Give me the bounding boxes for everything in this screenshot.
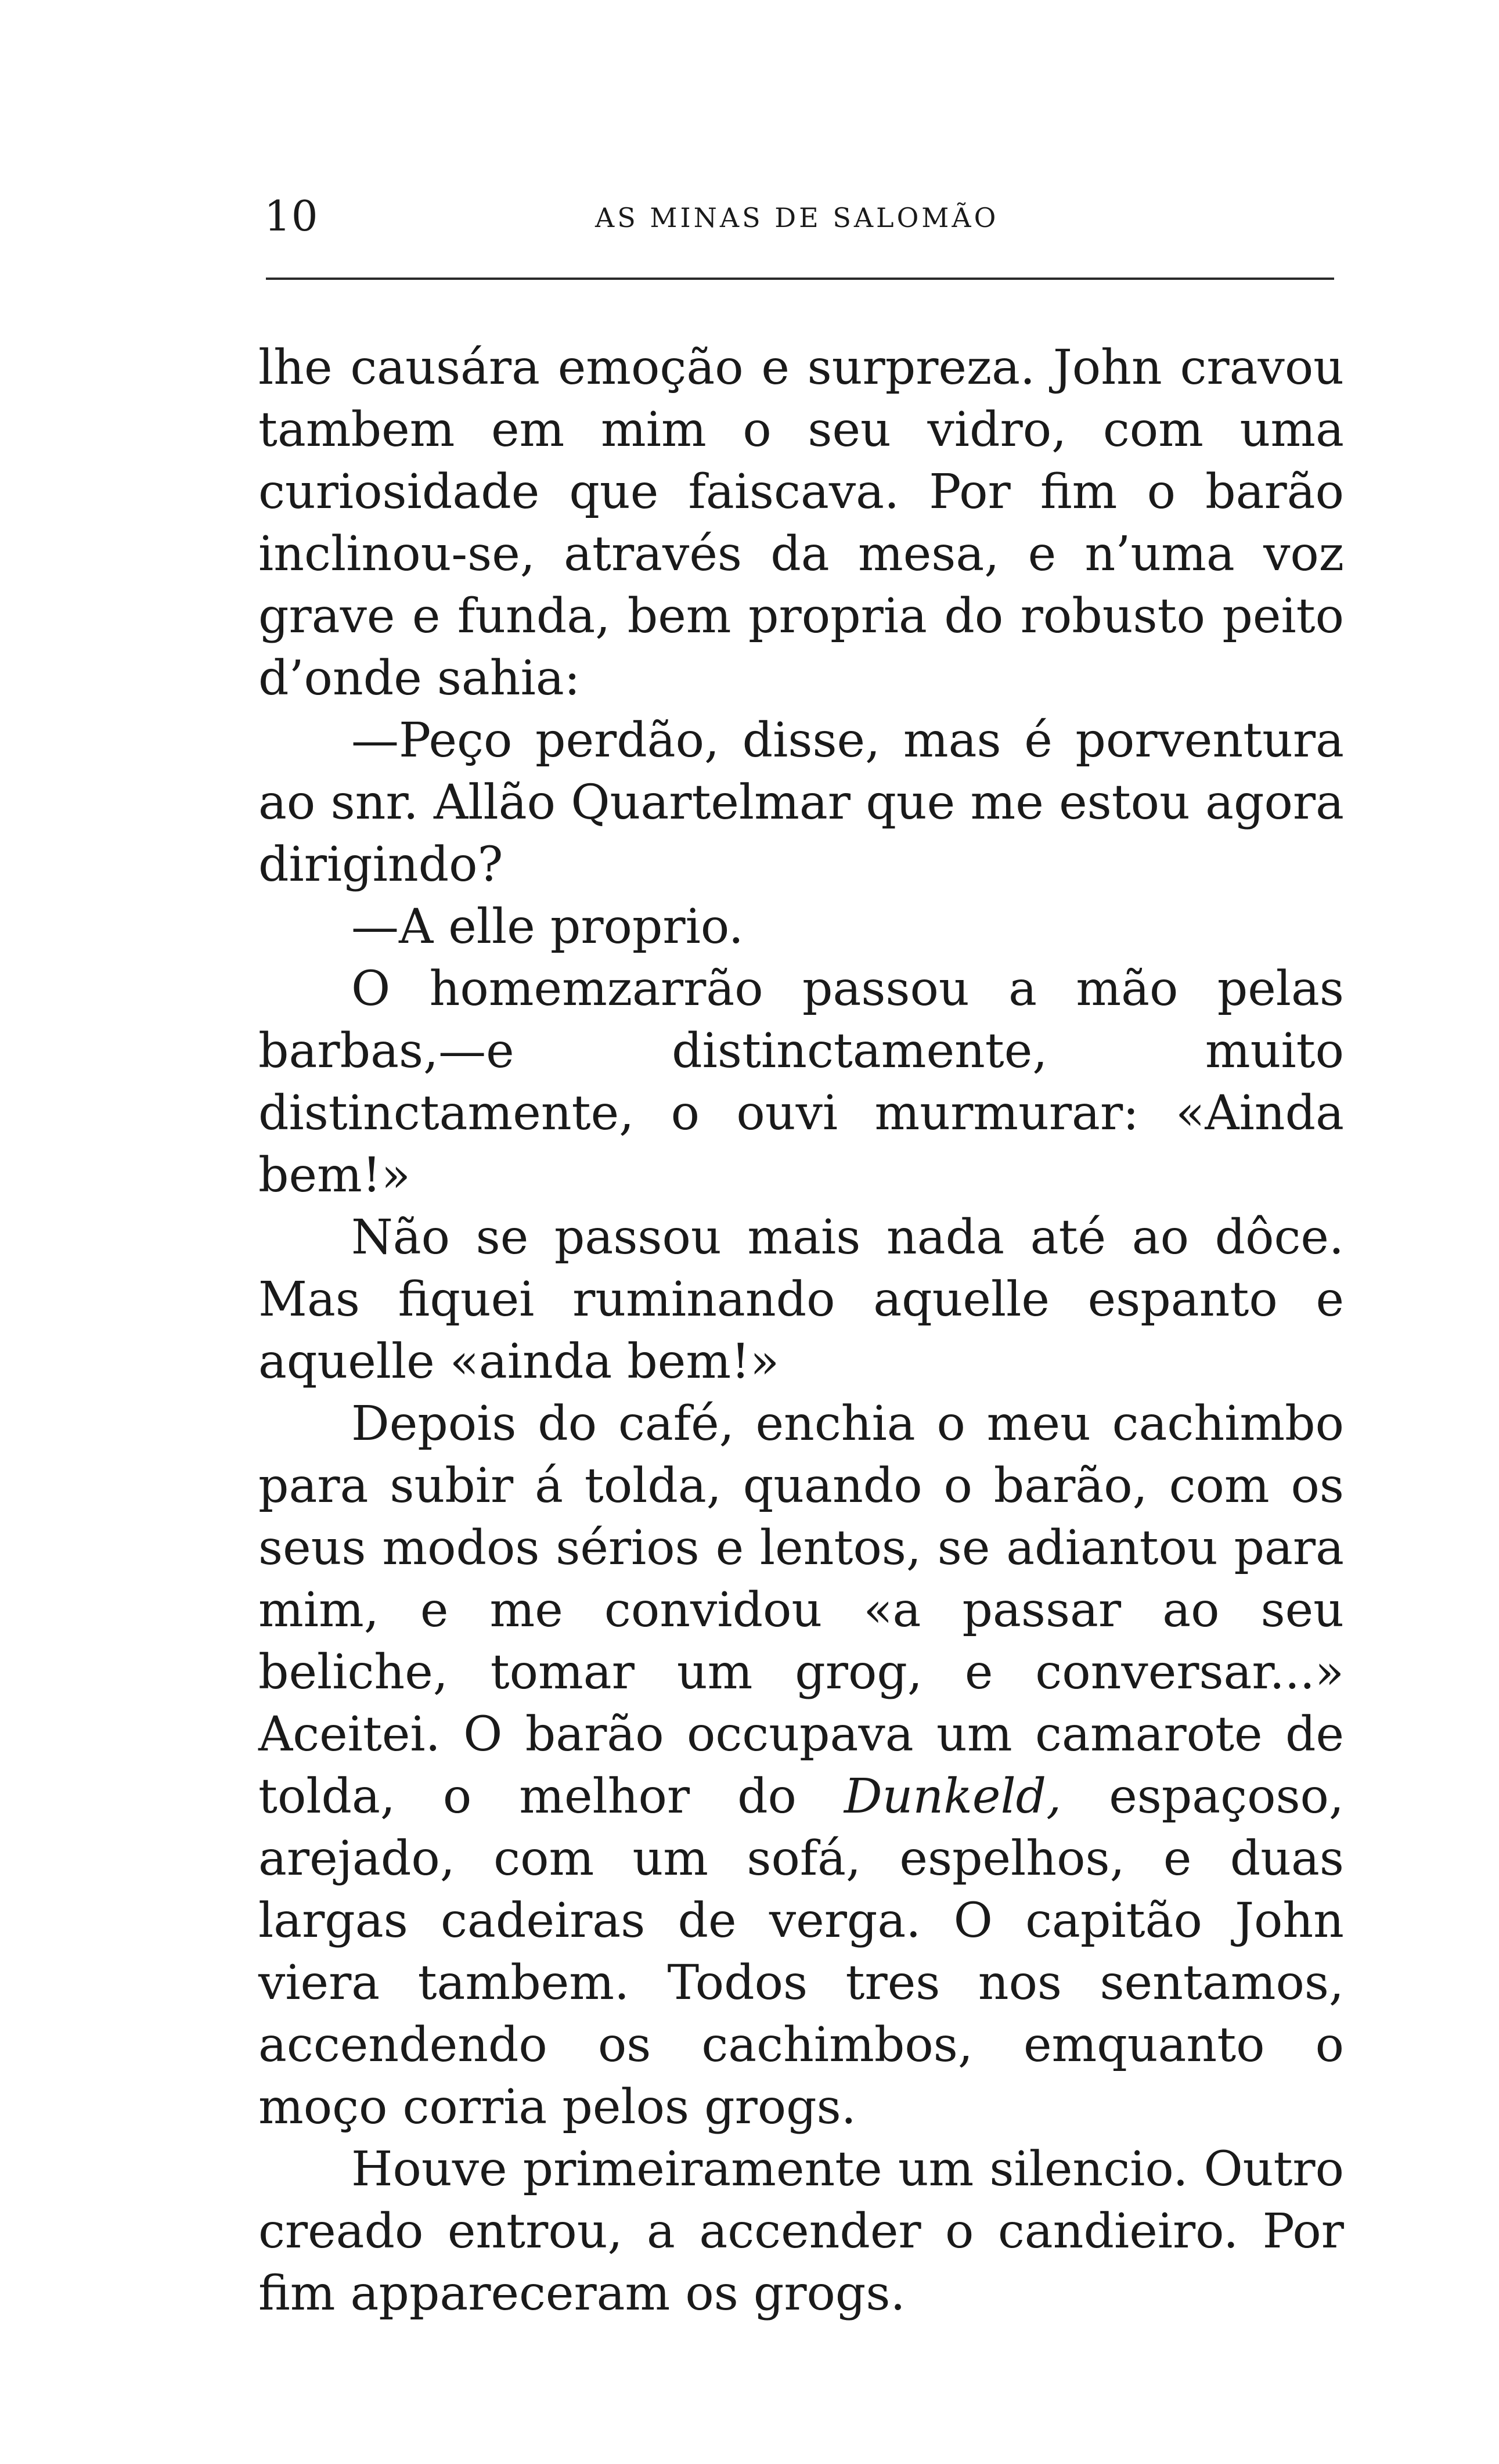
paragraph: —A elle proprio. — [351, 899, 744, 954]
ship-name: Dunkeld, — [844, 1769, 1062, 1824]
paragraph — [258, 1393, 1344, 2138]
paragraph: —Peço perdão, disse, mas é porventura ao snr. Allão Quartelmar que me estou agora dirigindo? — [258, 713, 1344, 892]
header-rule — [266, 278, 1334, 280]
paragraph-text: espaçoso, arejado, com um sofá, espelhos, e duas largas cadeiras de verga. O capitão John viera tambem. Todos tres nos sentamos, accendendo os cachimbos, emquanto o moço corria pelos grogs. — [258, 1769, 1344, 2135]
paragraph: Houve primeiramente um silencio. Outro creado entrou, a accender o candieiro. Por fim appareceram os grogs. — [258, 2142, 1344, 2321]
running-title: AS MINAS DE SALOMÃO — [595, 202, 999, 233]
paragraph-text: Depois do café, enchia o meu cachimbo para subir á tolda, quando o barão, com os seus modos sérios e lentos, se adiantou para mim, e me convidou «a passar ao seu beliche, tomar um grog, e conversar...» Aceitei. O barão occupava um camarote de tolda, o melhor do — [258, 1396, 1344, 1824]
paragraph: O homemzarrão passou a mão pelas barbas,—e distinctamente, muito distinctamente, o ouvi murmurar: «Ainda bem!» — [258, 961, 1344, 1203]
page-header — [264, 186, 1335, 250]
paragraph: lhe causára emoção e surpreza. John cravou tambem em mim o seu vidro, com uma curiosidade que faiscava. Por fim o barão inclinou-se, através da mesa, e n’uma voz grave e funda, bem propria do robusto peito d’onde sahia: — [258, 340, 1344, 706]
body-text — [258, 337, 1344, 2325]
page-number: 10 — [264, 192, 319, 240]
paragraph: Não se passou mais nada até ao dôce. Mas fiquei ruminando aquelle espanto e aquelle «ainda bem!» — [258, 1210, 1344, 1389]
